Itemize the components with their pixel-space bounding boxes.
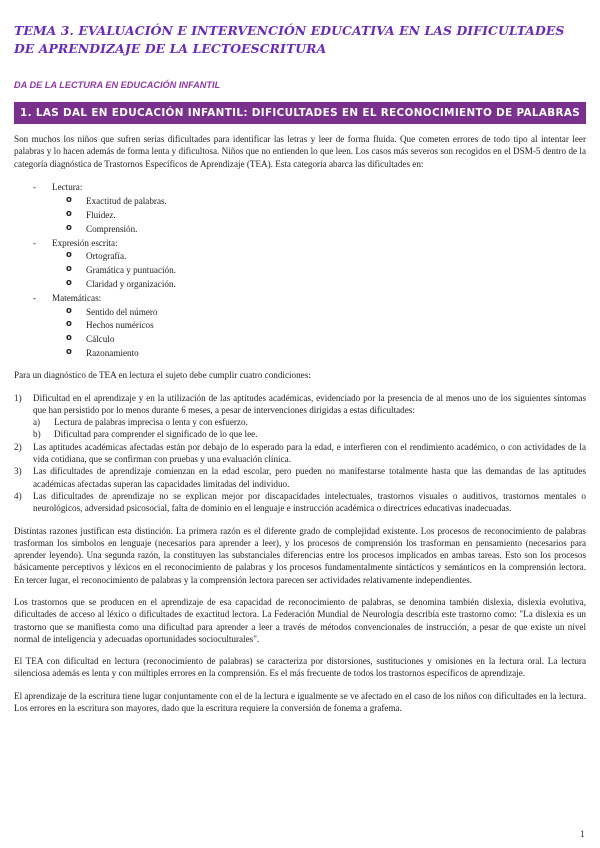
condition-item [14, 392, 586, 441]
subcategory-list [52, 250, 586, 290]
section-heading: 1. LAS DAL EN EDUCACIÓN INFANTIL: DIFICULTADES EN EL RECONOCIMIENTO DE PALABRAS [14, 102, 586, 124]
subcategory-list [52, 306, 586, 360]
body-paragraph: El TEA con dificultad en lectura (reconocimiento de palabras) se caracteriza por distorsiones, sustituciones y omisiones en la lectura oral. La lectura silenciosa además es lenta y con múltiples errores en la comprensión. Es el más frecuente de todos los trastornos específicos de aprendizaje. [14, 656, 586, 679]
condition-number: 2) [14, 441, 22, 452]
document-body [14, 133, 586, 714]
symptom-list [33, 416, 586, 441]
condition-number: 1) [14, 392, 22, 403]
category-item [14, 181, 586, 235]
category-label: Lectura: [52, 182, 83, 193]
subcategory-item: o Gramática y puntuación. [52, 264, 586, 276]
condition-number: 3) [14, 466, 22, 477]
page-number: 1 [580, 829, 585, 839]
category-label: Matemáticas: [52, 292, 102, 303]
subcategory-item: o Sentido del número [52, 306, 586, 318]
condition-text: Las dificultades de aprendizaje no se explican mejor por discapacidades intelectuales, trastornos visuales o auditivos, trastornos mentales o neurológicos, adversidad psicosocial, falta de dominio en el lenguaje e instrucción académica o directrices educativas inadecuadas. [33, 490, 586, 514]
condition-text: Las dificultades de aprendizaje comienzan en la edad escolar, pero pueden no manifestarse totalmente hasta que las demandas de las aptitudes académicas afectadas superan las capacidades limitadas del individuo. [33, 466, 586, 489]
category-list [14, 181, 586, 359]
body-paragraph: Distintas razones justifican esta distinción. La primera razón es el diferente grado de complejidad existente. Los procesos de reconocimiento de palabras trasforman los símbolos en lenguaje (necesarios para aprender a leer), y los procesos de comprensión los trasforman en pensamiento (necesarios para aprender leyendo). Una segunda razón, la constituyen las substanciales diferencias entre los procesos implicados en ambas tareas. Esto son los procesos básicamente perceptivos y léxicos en el reconocimiento de palabras y los procesos fundamentalmente sintácticos y semánticos en la comprensión lectora. En tercer lugar, el reconocimiento de palabras y la comprensión lectora parecen ser actividades relativamente independientes. [14, 525, 586, 585]
intro-paragraph: Son muchos los niños que sufren serias dificultades para identificar las letras y leer de forma fluida. Que cometen errores de todo tipo al intentar leer palabras y lo hacen además de forma lenta y dificultosa. Niños que no entienden lo que leen. Los casos más severos son recogidos en el DSM-5 dentro de la categoría diagnóstica de Trastornos Específicos de Aprendizaje (TEA). Esta categoría abarca las dificultades en: [14, 134, 586, 169]
symptom-text: Dificultad para comprender el significado de lo que lee. [54, 429, 258, 440]
subcategory-item: o Exactitud de palabras. [52, 195, 586, 207]
symptom-item [33, 416, 586, 428]
condition-item [14, 441, 586, 466]
document-title: TEMA 3. EVALUACIÓN E INTERVENCIÓN EDUCATIVA EN LAS DIFICULTADES DE APRENDIZAJE DE LA LECTOESCRITURA [14, 23, 565, 56]
conditions-list [14, 392, 586, 515]
subcategory-item: o Fluidez. [52, 209, 586, 221]
subcategory-item: o Cálculo [52, 333, 586, 345]
document-subtitle: DA DE LA LECTURA EN EDUCACIÓN INFANTIL [14, 80, 221, 90]
condition-text: Dificultad en el aprendizaje y en la utilización de las aptitudes académicas, evidenciado por la presencia de al menos uno de los siguientes síntomas que han persistido por lo menos durante 6 meses, a pesar de intervenciones dirigidas a estas dificultades: [33, 392, 586, 415]
subcategory-item: o Claridad y organización. [52, 278, 586, 290]
subcategory-item: o Comprensión. [52, 223, 586, 235]
condition-item [14, 465, 586, 490]
conditions-intro: Para un diagnóstico de TEA en lectura el sujeto debe cumplir cuatro condiciones: [14, 370, 311, 381]
body-paragraph: Los trastornos que se producen en el aprendizaje de esa capacidad de reconocimiento de palabras, se denomina también dislexia, dislexia evolutiva, dificultades de acceso al léxico o dificultades de exactitud lectora. La Federación Mundial de Neurología describía este trastorno como: "La dislexia es un trastorno que se manifiesta como una dificultad para aprender a leer a través de métodos convencionales de instrucción, a pesar de que existe un nivel normal de inteligencia y adecuadas oportunidades socioculturales". [14, 597, 586, 644]
category-label: Expresión escrita: [52, 237, 118, 248]
symptom-letter: b) [33, 429, 41, 440]
subcategory-item: o Ortografía. [52, 250, 586, 262]
condition-item [14, 490, 586, 515]
symptom-item [33, 428, 586, 440]
symptom-letter: a) [33, 417, 41, 428]
body-paragraph: El aprendizaje de la escritura tiene lugar conjuntamente con el de la lectura e igualmente se ve afectado en el caso de los niños con dificultades en la lectura. Los errores en la escritura son mayores, dado que la escritura requiere la conversión de fonema a grafema. [14, 690, 586, 714]
subcategory-list [52, 195, 586, 235]
condition-text: Las aptitudes académicas afectadas están por debajo de lo esperado para la edad, e interfieren con el rendimiento académico, o con actividades de la vida cotidiana, que se confirman con pruebas y una evaluación clínica. [33, 441, 586, 465]
category-item [14, 237, 586, 291]
subcategory-item: o Razonamiento [52, 347, 586, 359]
condition-number: 4) [14, 490, 22, 501]
category-item [14, 292, 586, 359]
subcategory-item: o Hechos numéricos [52, 319, 586, 331]
symptom-text: Lectura de palabras imprecisa o lenta y con esfuerzo. [54, 417, 248, 428]
